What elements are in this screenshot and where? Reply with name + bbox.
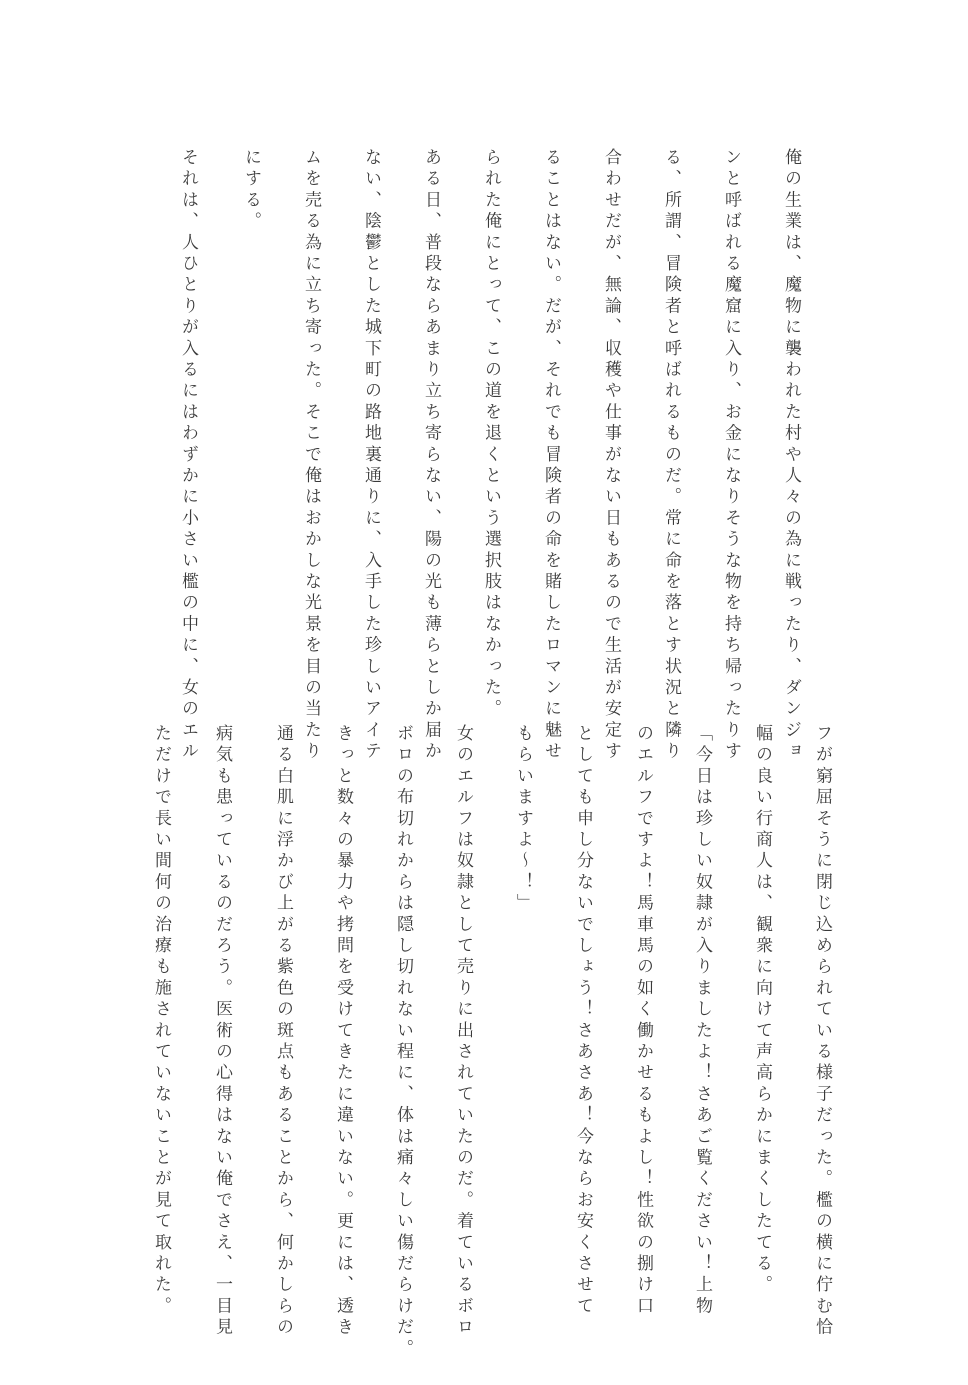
text-column: ボロの布切れからは隠し切れない程に、体は痛々しい傷だらけだ。: [393, 724, 413, 1360]
text-column: 俺の生業は、魔物に襲われた村や人々の為に戦ったり、ダンジョ: [781, 148, 801, 763]
text-column: にする。: [241, 148, 261, 233]
text-column: られた俺にとって、この道を退くという選択肢はなかった。: [481, 148, 501, 721]
text-column: 合わせだが、無論、収穫や仕事がない日もあるので生活が安定す: [601, 148, 621, 763]
text-column: ムを売る為に立ち寄った。そこで俺はおかしな光景を目の当たり: [301, 148, 321, 763]
text-column: ただけで長い間何の治療も施されていないことが見て取れた。: [151, 724, 171, 1318]
text-column: 「今日は珍しい奴隷が入りましたよ！さあご覧ください！上物: [692, 724, 712, 1318]
text-column: 通る白肌に浮かび上がる紫色の斑点もあることから、何かしらの: [273, 724, 293, 1339]
text-column: のエルフですよ！馬車馬の如く働かせるもよし！性欲の捌け口: [633, 724, 653, 1318]
text-column: ンと呼ばれる魔窟に入り、お金になりそうな物を持ち帰ったりす: [721, 148, 741, 763]
text-column: 病気も患っているのだろう。医術の心得はない俺でさえ、一目見: [212, 724, 232, 1339]
text-column: フが窮屈そうに閉じ込められている様子だった。檻の横に佇む恰: [812, 724, 832, 1339]
text-column: ることはない。だが、それでも冒険者の命を賭したロマンに魅せ: [541, 148, 561, 763]
text-column: る、所謂、冒険者と呼ばれるものだ。常に命を落とす状況と隣り: [661, 148, 681, 763]
text-column: それは、人ひとりが入るにはわずかに小さい檻の中に、女のエル: [178, 148, 198, 763]
text-column: 女のエルフは奴隷として売りに出されていたのだ。着ているボロ: [453, 724, 473, 1339]
text-column: もらいますよ〜！」: [513, 724, 533, 915]
text-column: 幅の良い行商人は、観衆に向けて声高らかにまくしたてる。: [752, 724, 772, 1297]
text-column: ない、陰鬱とした城下町の路地裏通りに、入手した珍しいアイテ: [361, 148, 381, 763]
text-column: としても申し分ないでしょう！さあさあ！今ならお安くさせて: [573, 724, 593, 1318]
text-column: きっと数々の暴力や拷問を受けてきたに違いない。更には、透き: [333, 724, 353, 1339]
text-column: ある日、普段ならあまり立ち寄らない、陽の光も薄らとしか届か: [421, 148, 441, 763]
